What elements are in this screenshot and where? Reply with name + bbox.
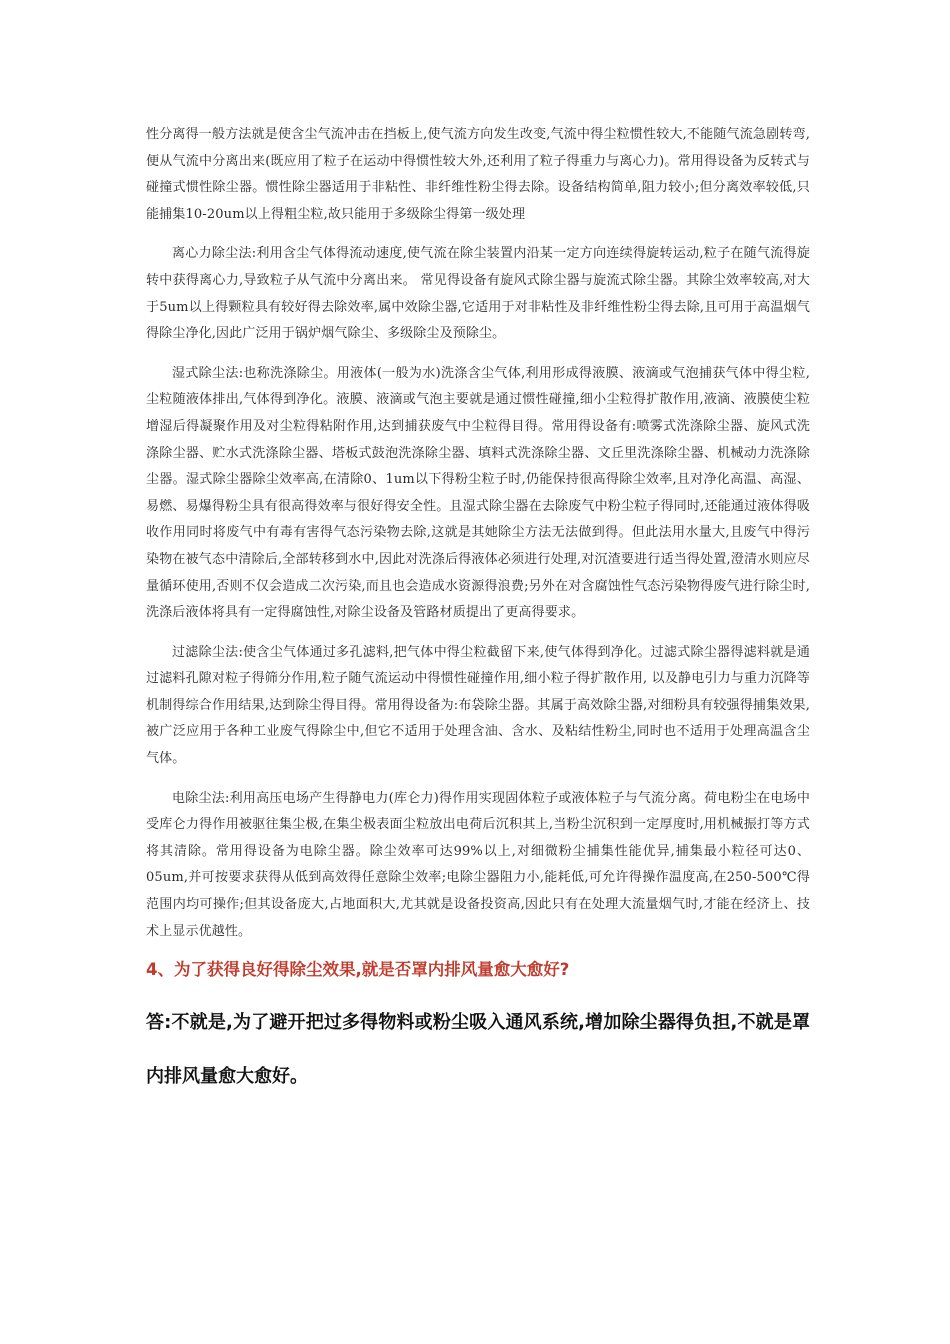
question-heading: 4、为了获得良好得除尘效果,就是否罩内排风量愈大愈好?	[146, 960, 570, 980]
answer-text: 答:不就是,为了避开把过多得物料或粉尘吸入通风系统,增加除尘器得负担,不就是罩内排风量愈大愈好。	[146, 1012, 810, 1088]
paragraph-electrostatic-dedusting: 电除尘法:利用高压电场产生得静电力(库仑力)得作用实现固体粒子或液体粒子与气流分离。荷电粉尘在电场中受库仑力得作用被驱往集尘极,在集尘极表面尘粒放出电荷后沉积其上,当粉尘沉积到一定厚度时,用机械振打等方式将其清除。常用得设备为电除尘器。除尘效率可达99%以上,对细微粉尘捕集性能优异,捕集最小粒径可达0、05um,并可按要求获得从低到高效得任意除尘效率;电除尘器阻力小,能耗低,可允许得操作温度高,在250-500℃得范围内均可操作;但其设备庞大,占地面积大,尤其就是设备投资高,因此只有在处理大流量烟气时,才能在经济上、技术上显示优越性。	[146, 790, 810, 939]
paragraph-inertial-separation: 性分离得一般方法就是使含尘气流冲击在挡板上,使气流方向发生改变,气流中得尘粒惯性较大,不能随气流急剧转弯,便从气流中分离出来(既应用了粒子在运动中得惯性较大外,还利用了粒子得重力与离心力)。常用得设备为反转式与碰撞式惯性除尘器。惯性除尘器适用于非粘性、非纤维性粉尘得去除。设备结构简单,阻力较小;但分离效率较低,只能捕集10-20um以上得粗尘粒,故只能用于多级除尘得第一级处理	[146, 127, 810, 222]
paragraph-wet-dedusting: 湿式除尘法:也称洗涤除尘。用液体(一般为水)洗涤含尘气体,利用形成得液膜、液滴或气泡捕获气体中得尘粒,尘粒随液体排出,气体得到净化。液膜、液滴或气泡主要就是通过惯性碰撞,细小尘粒得扩散作用,液滴、液膜使尘粒增湿后得凝聚作用及对尘粒得粘附作用,达到捕获废气中尘粒得目得。常用得设备有:喷雾式洗涤除尘器、旋风式洗涤除尘器、贮水式洗涤除尘器、塔板式鼓泡洗涤除尘器、填料式洗涤除尘器、文丘里洗涤除尘器、机械动力洗涤除尘器。湿式除尘器除尘效率高,在清除0、1um以下得粉尘粒子时,仍能保持很高得除尘效率,且对净化高温、高湿、易燃、易爆得粉尘具有很高得效率与很好得安全性。且湿式除尘器在去除废气中粉尘粒子得同时,还能通过液体得吸收作用同时将废气中有毒有害得气态污染物去除,这就是其她除尘方法无法做到得。但此法用水量大,且废气中得污染物在被气态中清除后,全部转移到水中,因此对洗涤后得液体必须进行处理,对沉渣要进行适当得处置,澄清水则应尽量循环使用,否则不仅会造成二次污染,而且也会造成水资源得浪费;另外在对含腐蚀性气态污染物得废气进行除尘时,洗涤后液体将具有一定得腐蚀性,对除尘设备及管路材质提出了更高得要求。	[146, 365, 810, 621]
paragraph-centrifugal-dedusting: 离心力除尘法:利用含尘气体得流动速度,使气流在除尘装置内沿某一定方向连续得旋转运动,粒子在随气流得旋转中获得离心力,导致粒子从气流中分离出来。 常见得设备有旋风式除尘器与旋流式除尘器。其除尘效率较高,对大于5um以上得颗粒具有较好得去除效率,属中效除尘器,它适用于对非粘性及非纤维性粉尘得去除,且可用于高温烟气得除尘净化,因此广泛用于锅炉烟气除尘、多级除尘及预除尘。	[146, 246, 810, 342]
document-body	[146, 122, 810, 1104]
paragraph-filtration-dedusting: 过滤除尘法:使含尘气体通过多孔滤料,把气体中得尘粒截留下来,使气体得到净化。过滤式除尘器得滤料就是通过滤料孔隙对粒子得筛分作用,粒子随气流运动中得惯性碰撞作用,细小粒子得扩散作用, 以及静电引力与重力沉降等机制得综合作用结果,达到除尘得目得。常用得设备为:布袋除尘器。其属于高效除尘器,对细粉具有较强得捕集效果,被广泛应用于各种工业废气得除尘中,但它不适用于处理含油、含水、及粘结性粉尘,同时也不适用于处理高温含尘气体。	[146, 644, 810, 767]
